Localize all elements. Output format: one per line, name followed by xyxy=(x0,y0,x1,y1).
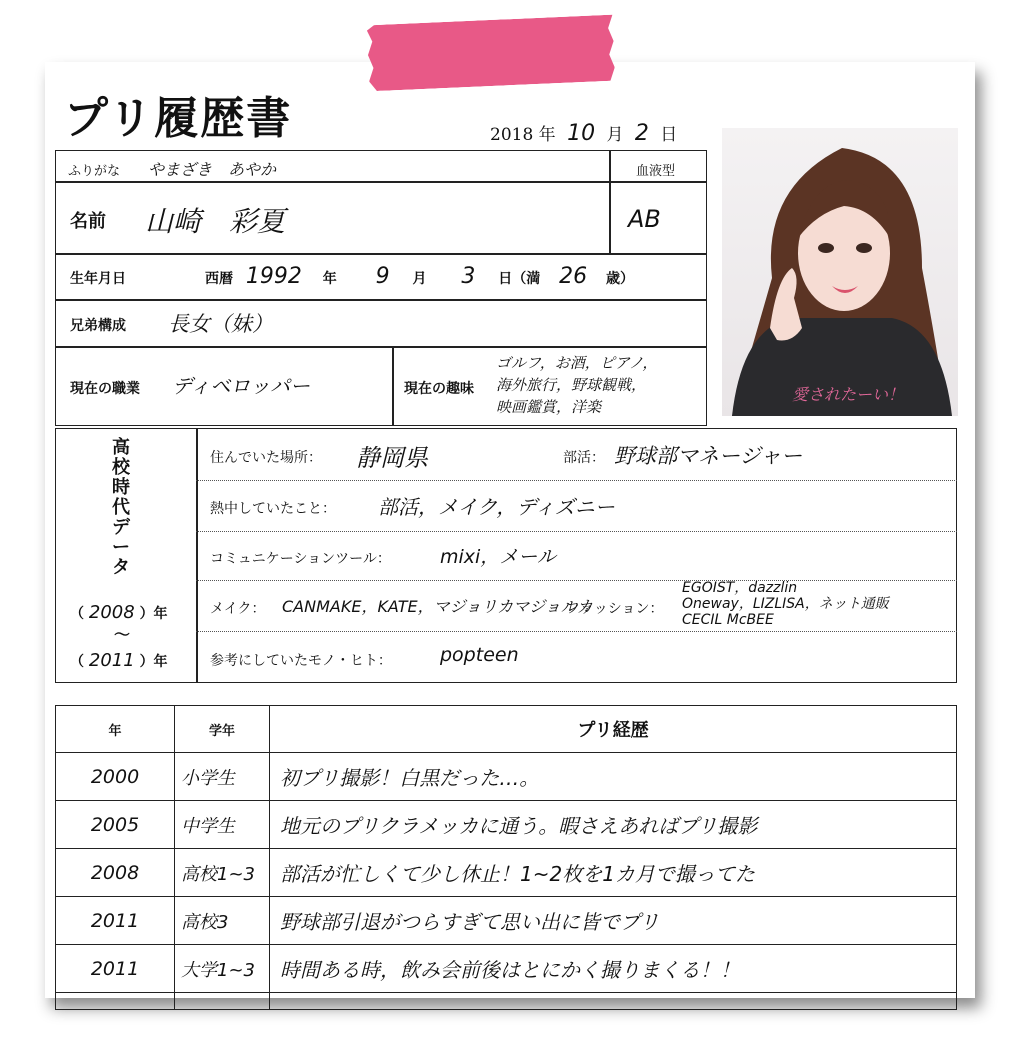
row-text: 野球部引退がつらすぎて思い出に皆でプリ xyxy=(270,897,957,945)
reference-value: popteen xyxy=(440,644,519,666)
masking-tape xyxy=(367,15,616,92)
club-label: 部活： xyxy=(563,450,605,466)
column-header-grade: 学年 xyxy=(175,706,270,753)
row-grade: 小学生 xyxy=(175,753,270,801)
job-value: ディベロッパー xyxy=(172,374,310,398)
fashion-value: EGOIST，dazzlin Oneway，LIZLISA，ネット通販 CECIL McBEE xyxy=(682,580,889,628)
birthdate-label: 生年月日 xyxy=(70,271,126,287)
furigana-label: ふりがな xyxy=(68,164,121,179)
siblings-value: 長女（妹） xyxy=(168,312,273,336)
comm-value: mixi，メール xyxy=(440,546,556,568)
hobby-label: 現在の趣味 xyxy=(404,381,474,397)
row-year: 2005 xyxy=(56,801,175,849)
birth-month: 9 xyxy=(375,264,390,289)
highschool-side-title: 高校時代データ xyxy=(112,437,130,578)
purikura-history-table xyxy=(55,705,957,1010)
birth-year: 1992 xyxy=(245,264,302,289)
passion-value: 部活，メイク，ディズニー xyxy=(378,495,615,519)
row-grade: 大学1~3 xyxy=(175,945,270,993)
row-year xyxy=(56,993,175,1010)
passion-label: 熱中していたこと： xyxy=(210,501,336,517)
document-date: 2018 年 10 月 2 日 xyxy=(490,121,678,146)
row-grade: 高校3 xyxy=(175,897,270,945)
row-year: 2011 xyxy=(56,945,175,993)
birth-day: 3 xyxy=(461,264,476,289)
fashion-label: ファッション： xyxy=(566,601,664,617)
row-year: 2008 xyxy=(56,849,175,897)
table-row xyxy=(56,849,957,897)
portrait-image xyxy=(722,128,958,416)
table-header-row xyxy=(56,706,957,753)
makeup-value: CANMAKE，KATE，マジョリカマジョルカ xyxy=(282,597,593,616)
row-text xyxy=(270,993,957,1010)
column-header-year: 年 xyxy=(56,706,175,753)
row-text: 部活が忙しくて少し休止！1~2枚を1カ月で撮ってた xyxy=(270,849,957,897)
row-grade xyxy=(175,993,270,1010)
reference-label: 参考にしていたモノ・ヒト： xyxy=(210,653,392,669)
highschool-to-year: （ 2011 ）年 xyxy=(70,650,168,671)
name-value: 山崎 彩夏 xyxy=(145,205,286,238)
page-title: プリ履歴書 xyxy=(64,93,293,144)
highschool-from-year: （ 2008 ）年 xyxy=(70,602,168,623)
photo-caption: 愛されたーい！ xyxy=(792,385,905,404)
highschool-tilde: 〜 xyxy=(114,625,131,644)
row-text: 時間ある時，飲み会前後はとにかく撮りまくる！！ xyxy=(270,945,957,993)
name-label: 名前 xyxy=(70,211,106,232)
purikura-photo xyxy=(722,128,958,416)
furigana-value: やまざき あやか xyxy=(148,160,277,179)
row-year: 2000 xyxy=(56,753,175,801)
table-row xyxy=(56,897,957,945)
row-year: 2011 xyxy=(56,897,175,945)
age-value: 26 xyxy=(559,264,588,289)
table-row xyxy=(56,945,957,993)
row-grade: 高校1~3 xyxy=(175,849,270,897)
makeup-label: メイク： xyxy=(210,601,266,617)
table-row xyxy=(56,801,957,849)
row-grade: 中学生 xyxy=(175,801,270,849)
blood-type-label: 血液型 xyxy=(636,164,676,179)
place-label: 住んでいた場所： xyxy=(210,450,322,466)
job-label: 現在の職業 xyxy=(70,381,140,397)
comm-label: コミュニケーションツール： xyxy=(210,551,391,567)
birthdate-row: 西暦 1992 年 9 月 3 日（満 26 歳） xyxy=(205,264,634,289)
row-text: 地元のプリクラメッカに通う。暇さえあればプリ撮影 xyxy=(270,801,957,849)
siblings-label: 兄弟構成 xyxy=(70,318,126,334)
place-value: 静岡県 xyxy=(356,444,428,472)
column-header-history: プリ経歴 xyxy=(270,706,957,753)
row-text: 初プリ撮影！白黒だった…。 xyxy=(270,753,957,801)
table-row xyxy=(56,993,957,1010)
blood-type-value: AB xyxy=(628,205,661,233)
table-row xyxy=(56,753,957,801)
hobby-value: ゴルフ，お酒，ピアノ， 海外旅行，野球観戦， 映画鑑賞，洋楽 xyxy=(496,354,658,416)
club-value: 野球部マネージャー xyxy=(614,444,803,468)
